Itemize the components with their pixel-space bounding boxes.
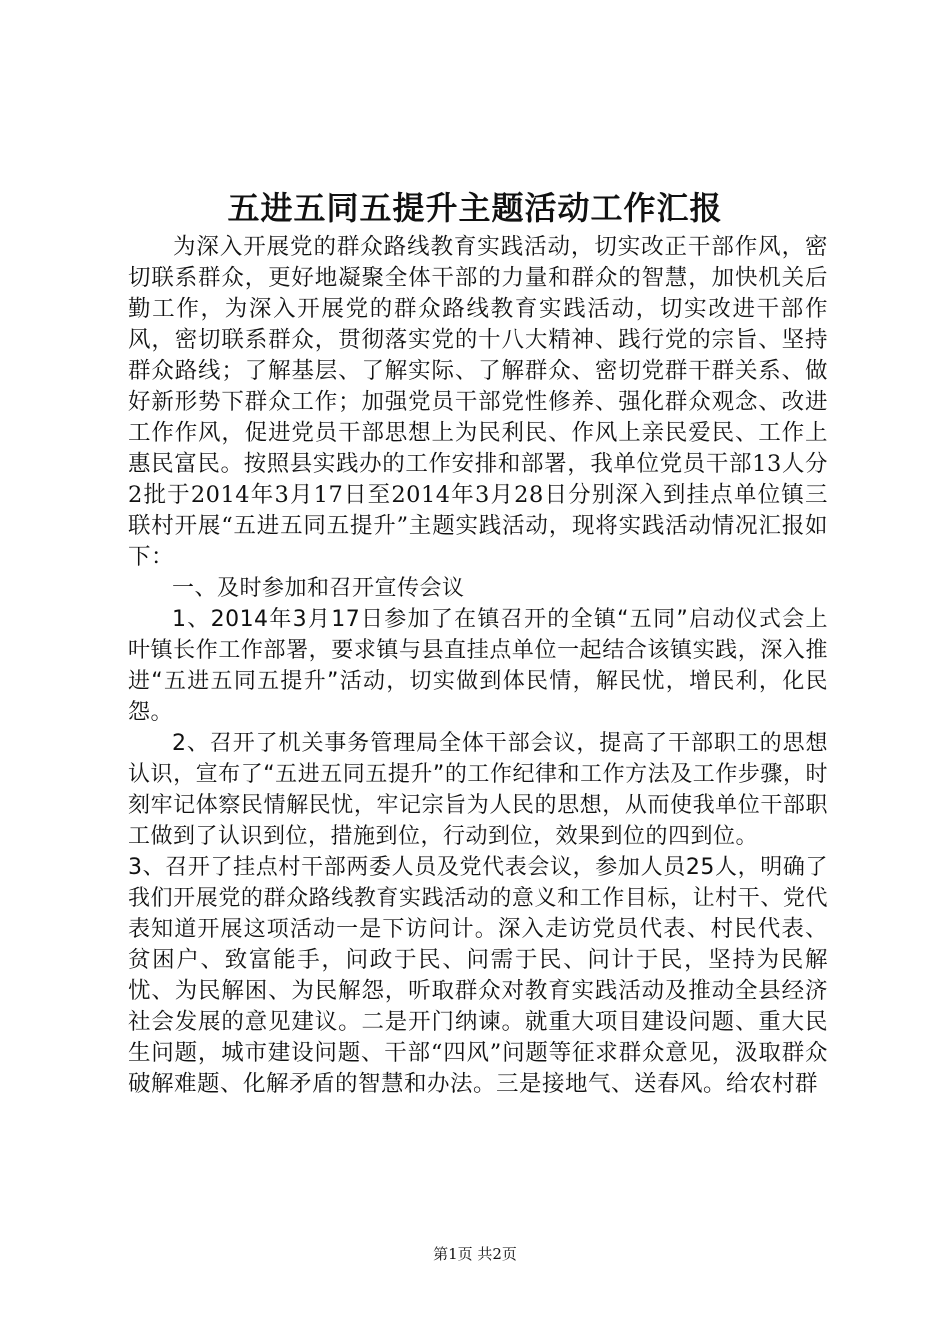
document-body	[128, 232, 828, 1100]
document-title: 五进五同五提升主题活动工作汇报	[227, 189, 723, 227]
item-paragraph-1: 1、2014年3月17日参加了在镇召开的全镇“五同”启动仪式会上叶镇长作工作部署，要求镇与县直挂点单位一起结合该镇实践，深入推进“五进五同五提升”活动，切实做到体民情，解民忧，增民利，化民怨。	[128, 607, 828, 725]
item-paragraph-3: 3、召开了挂点村干部两委人员及党代表会议，参加人员25人，明确了我们开展党的群众路线教育实践活动的意义和工作目标，让村干、党代表知道开展这项活动一是下访问计。	[128, 855, 828, 942]
section-heading-1: 一、及时参加和召开宣传会议	[172, 576, 465, 601]
intro-paragraph: 为深入开展党的群众路线教育实践活动，切实改正干部作风，密切联系群众，更好地凝聚全体干部的力量和群众的智慧，加快机关后勤工作，为深入开展党的群众路线教育实践活动，切实改进干部作风，密切联系群众，贯彻落实党的十八大精神、践行党的宗旨、坚持群众路线；了解基层、了解实际、了解群众、密切党群干群关系、做好新形势下群众工作；加强党员干部党性修养、强化群众观念、改进工作作风，促进党员干部思想上为民利民、作风上亲民爱民、工作上惠民富民。按照县实践办的工作安排和部署，我单位党员干部13人分2批于2014年3月17日至2014年3月28日分别深入到挂点单位镇三联村开展“五进五同五提升”主题实践活动，现将实践活动情况汇报如下：	[128, 234, 828, 570]
item-paragraph-3-continued: 深入走访党员代表、村民代表、贫困户、致富能手，问政于民、问需于民、问计于民，坚持为民解忧、为民解困、为民解怨，听取群众对教育实践活动及推动全县经济社会发展的意见建议。二是开门纳谏。就重大项目建设问题、重大民生问题，城市建设问题、干部“四风”问题等征求群众意见，汲取群众破解难题、化解矛盾的智慧和办法。三是接地气、送春风。给农村群	[128, 916, 828, 1097]
item-paragraph-2: 2、召开了机关事务管理局全体干部会议，提高了干部职工的思想认识，宣布了“五进五同五提升”的工作纪律和工作方法及工作步骤，时刻牢记体察民情解民忧，牢记宗旨为人民的思想，从而使我单位干部职工做到了认识到位，措施到位，行动到位，效果到位的四到位。	[128, 731, 828, 849]
page-footer: 第1页 共2页	[433, 1245, 517, 1263]
